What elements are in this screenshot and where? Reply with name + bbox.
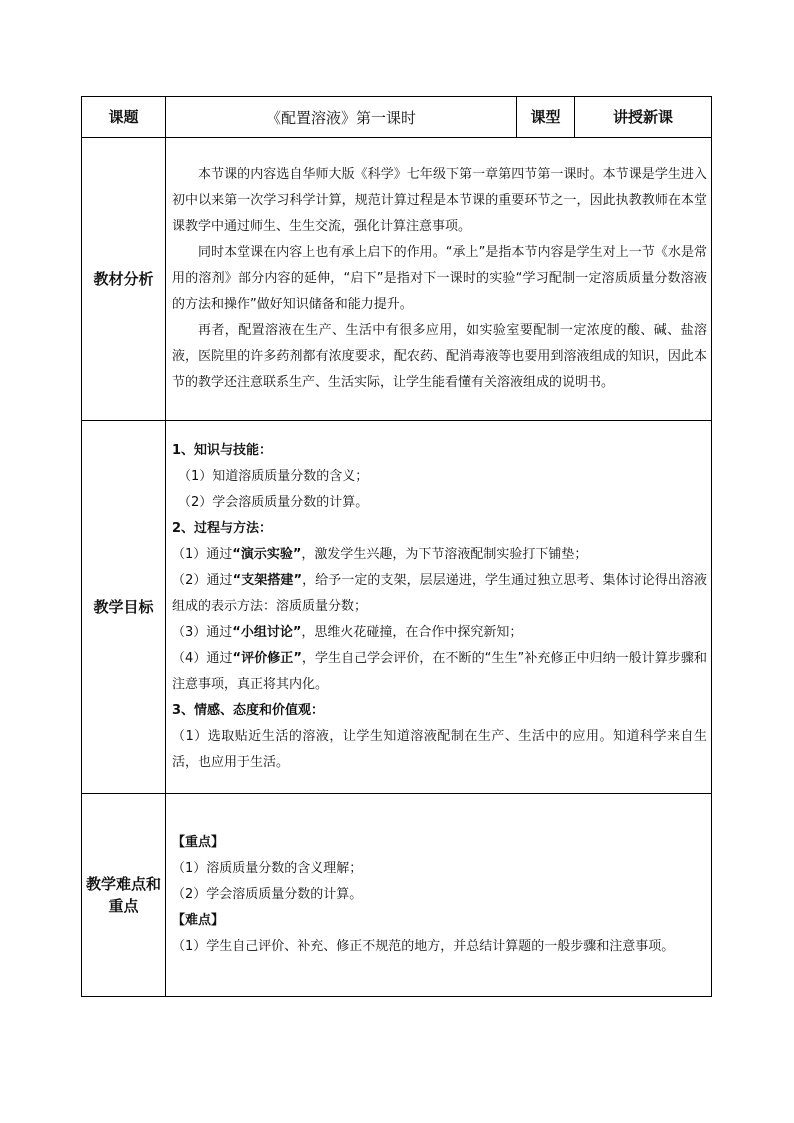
goals-item-text: ，思维火花碰撞，在合作中探究新知； <box>301 625 523 640</box>
goals-item-text: （4）通过 <box>172 651 233 666</box>
keypoints-content <box>166 794 712 997</box>
goals-item-emphasis: “评价修正” <box>232 651 302 666</box>
goals-item-text: （2）通过 <box>172 573 233 588</box>
goals-item-text: ，给予一定的支架，层层递进，学生通过独立思考、集体讨论得出溶液组成的表示方法：溶质质量分数； <box>172 573 707 614</box>
goals-content <box>166 421 712 794</box>
analysis-row <box>82 138 712 421</box>
type-label: 课型 <box>517 97 575 138</box>
topic-label: 课题 <box>82 97 166 138</box>
goals-item <box>172 542 707 568</box>
analysis-paragraph: 同时本堂课在内容上也有承上启下的作用。“承上”是指本节内容是学生对上一节《水是常用的溶剂》部分内容的延伸，“启下”是指对下一课时的实验“学习配制一定溶质质量分数溶液的方法和操作”做好知识储备和能力提升。 <box>172 245 707 312</box>
type-value: 讲授新课 <box>575 97 712 138</box>
goals-item: （2）学会溶质质量分数的计算。 <box>178 495 369 510</box>
key-title: 【重点】 <box>172 835 225 850</box>
goals-item-text: （1）通过 <box>172 547 233 562</box>
analysis-label: 教材分析 <box>82 138 166 421</box>
goals-item-emphasis: “小组讨论” <box>232 625 302 640</box>
hard-item: （1）学生自己评价、补充、修正不规范的地方，并总结计算题的一般步骤和注意事项。 <box>172 939 675 954</box>
topic-title: 《配置溶液》第一课时 <box>166 97 517 138</box>
goals-item-text: ，激发学生兴趣，为下节溶液配制实验打下铺垫； <box>301 547 588 562</box>
goals-label: 教学目标 <box>82 421 166 794</box>
analysis-paragraph: 再者，配置溶液在生产、生活中有很多应用，如实验室要配制一定浓度的酸、碱、盐溶液，医院里的许多药剂都有浓度要求，配农药、配消毒液等也要用到溶液组成的知识，因此本节的教学还注意联系生产、生活实际，让学生能看懂有关溶液组成的说明书。 <box>172 323 707 390</box>
goals-item <box>172 620 707 646</box>
analysis-content <box>166 138 712 421</box>
goals-item <box>172 646 707 698</box>
goals-item-text: （3）通过 <box>172 625 233 640</box>
keypoints-row <box>82 794 712 997</box>
hard-title: 【难点】 <box>172 913 225 928</box>
goals-item-emphasis: “支架搭建” <box>232 573 302 588</box>
lesson-plan-table <box>81 96 712 997</box>
goals-section-title: 2、过程与方法： <box>172 521 273 536</box>
goals-row <box>82 421 712 794</box>
key-item: （1）溶质质量分数的含义理解； <box>172 861 363 876</box>
goals-section-title: 1、知识与技能： <box>172 443 273 458</box>
goals-item: （1）选取贴近生活的溶液，让学生知道溶液配制在生产、生活中的应用。知道科学来自生活，也应用于生活。 <box>172 729 707 770</box>
goals-item: （1）知道溶质质量分数的含义； <box>178 469 369 484</box>
goals-item-emphasis: “演示实验” <box>232 547 302 562</box>
goals-item <box>172 568 707 620</box>
key-item: （2）学会溶质质量分数的计算。 <box>172 887 363 902</box>
keypoints-label: 教学难点和重点 <box>82 794 166 997</box>
goals-section-title: 3、情感、态度和价值观： <box>172 703 325 718</box>
goals-item-text: ，学生自己学会评价，在不断的“生生”补充修正中归纳一般计算步骤和注意事项，真正将其内化。 <box>172 651 707 692</box>
header-row <box>82 97 712 138</box>
analysis-paragraph: 本节课的内容选自华师大版《科学》七年级下第一章第四节第一课时。本节课是学生进入初中以来第一次学习科学计算，规范计算过程是本节课的重要环节之一，因此执教教师在本堂课教学中通过师生、生生交流，强化计算注意事项。 <box>172 167 707 234</box>
